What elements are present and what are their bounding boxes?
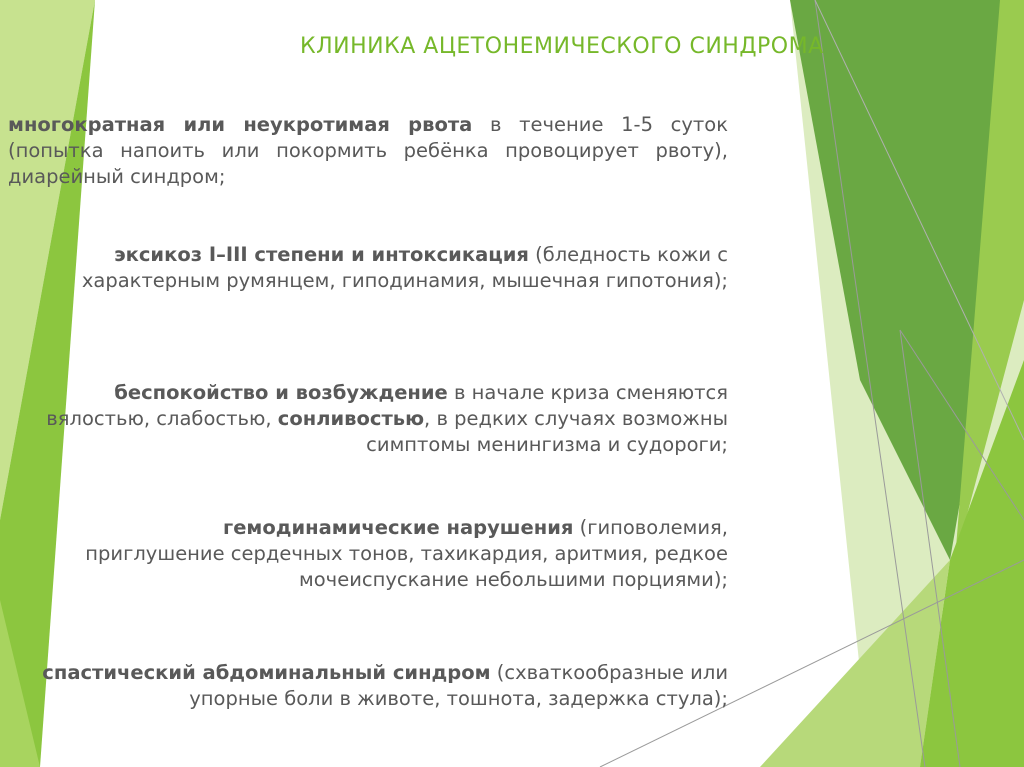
list-item — [40, 242, 728, 294]
item-text: (бледность кожи с характерным румянцем, гиподинамия, мышечная гипотония); — [81, 243, 728, 292]
item-bold-text: гемодинамические нарушения — [223, 516, 574, 539]
list-item — [80, 515, 728, 593]
item-text: в начале криза сменяются вялостью, слабостью, — [46, 381, 728, 430]
item-bold-text: беспокойство и возбуждение — [114, 381, 448, 404]
list-item — [40, 380, 728, 458]
item-text: в течение 1-5 суток (попытка напоить или покормить ребёнка провоцирует рвоту), диарейный синдром; — [8, 113, 728, 188]
item-text-2: , в редких случаях возможны симптомы менингизма и судороги; — [366, 407, 728, 456]
list-item — [8, 112, 728, 190]
item-bold-text: многократная или неукротимая рвота — [8, 113, 473, 136]
slide-title: КЛИНИКА АЦЕТОНЕМИЧЕСКОГО СИНДРОМА — [300, 34, 824, 59]
list-item — [10, 660, 728, 712]
item-text: (схваткообразные или упорные боли в животе, тошнота, задержка стула); — [189, 661, 728, 710]
item-bold-text: спастический абдоминальный синдром — [42, 661, 491, 684]
item-bold-text: эксикоз I–III степени и интоксикация — [114, 243, 529, 266]
item-text: (гиповолемия, приглушение сердечных тонов, тахикардия, аритмия, редкое мочеиспускание небольшими порциями); — [85, 516, 728, 591]
item-bold-text-2: сонливостью — [277, 407, 425, 430]
